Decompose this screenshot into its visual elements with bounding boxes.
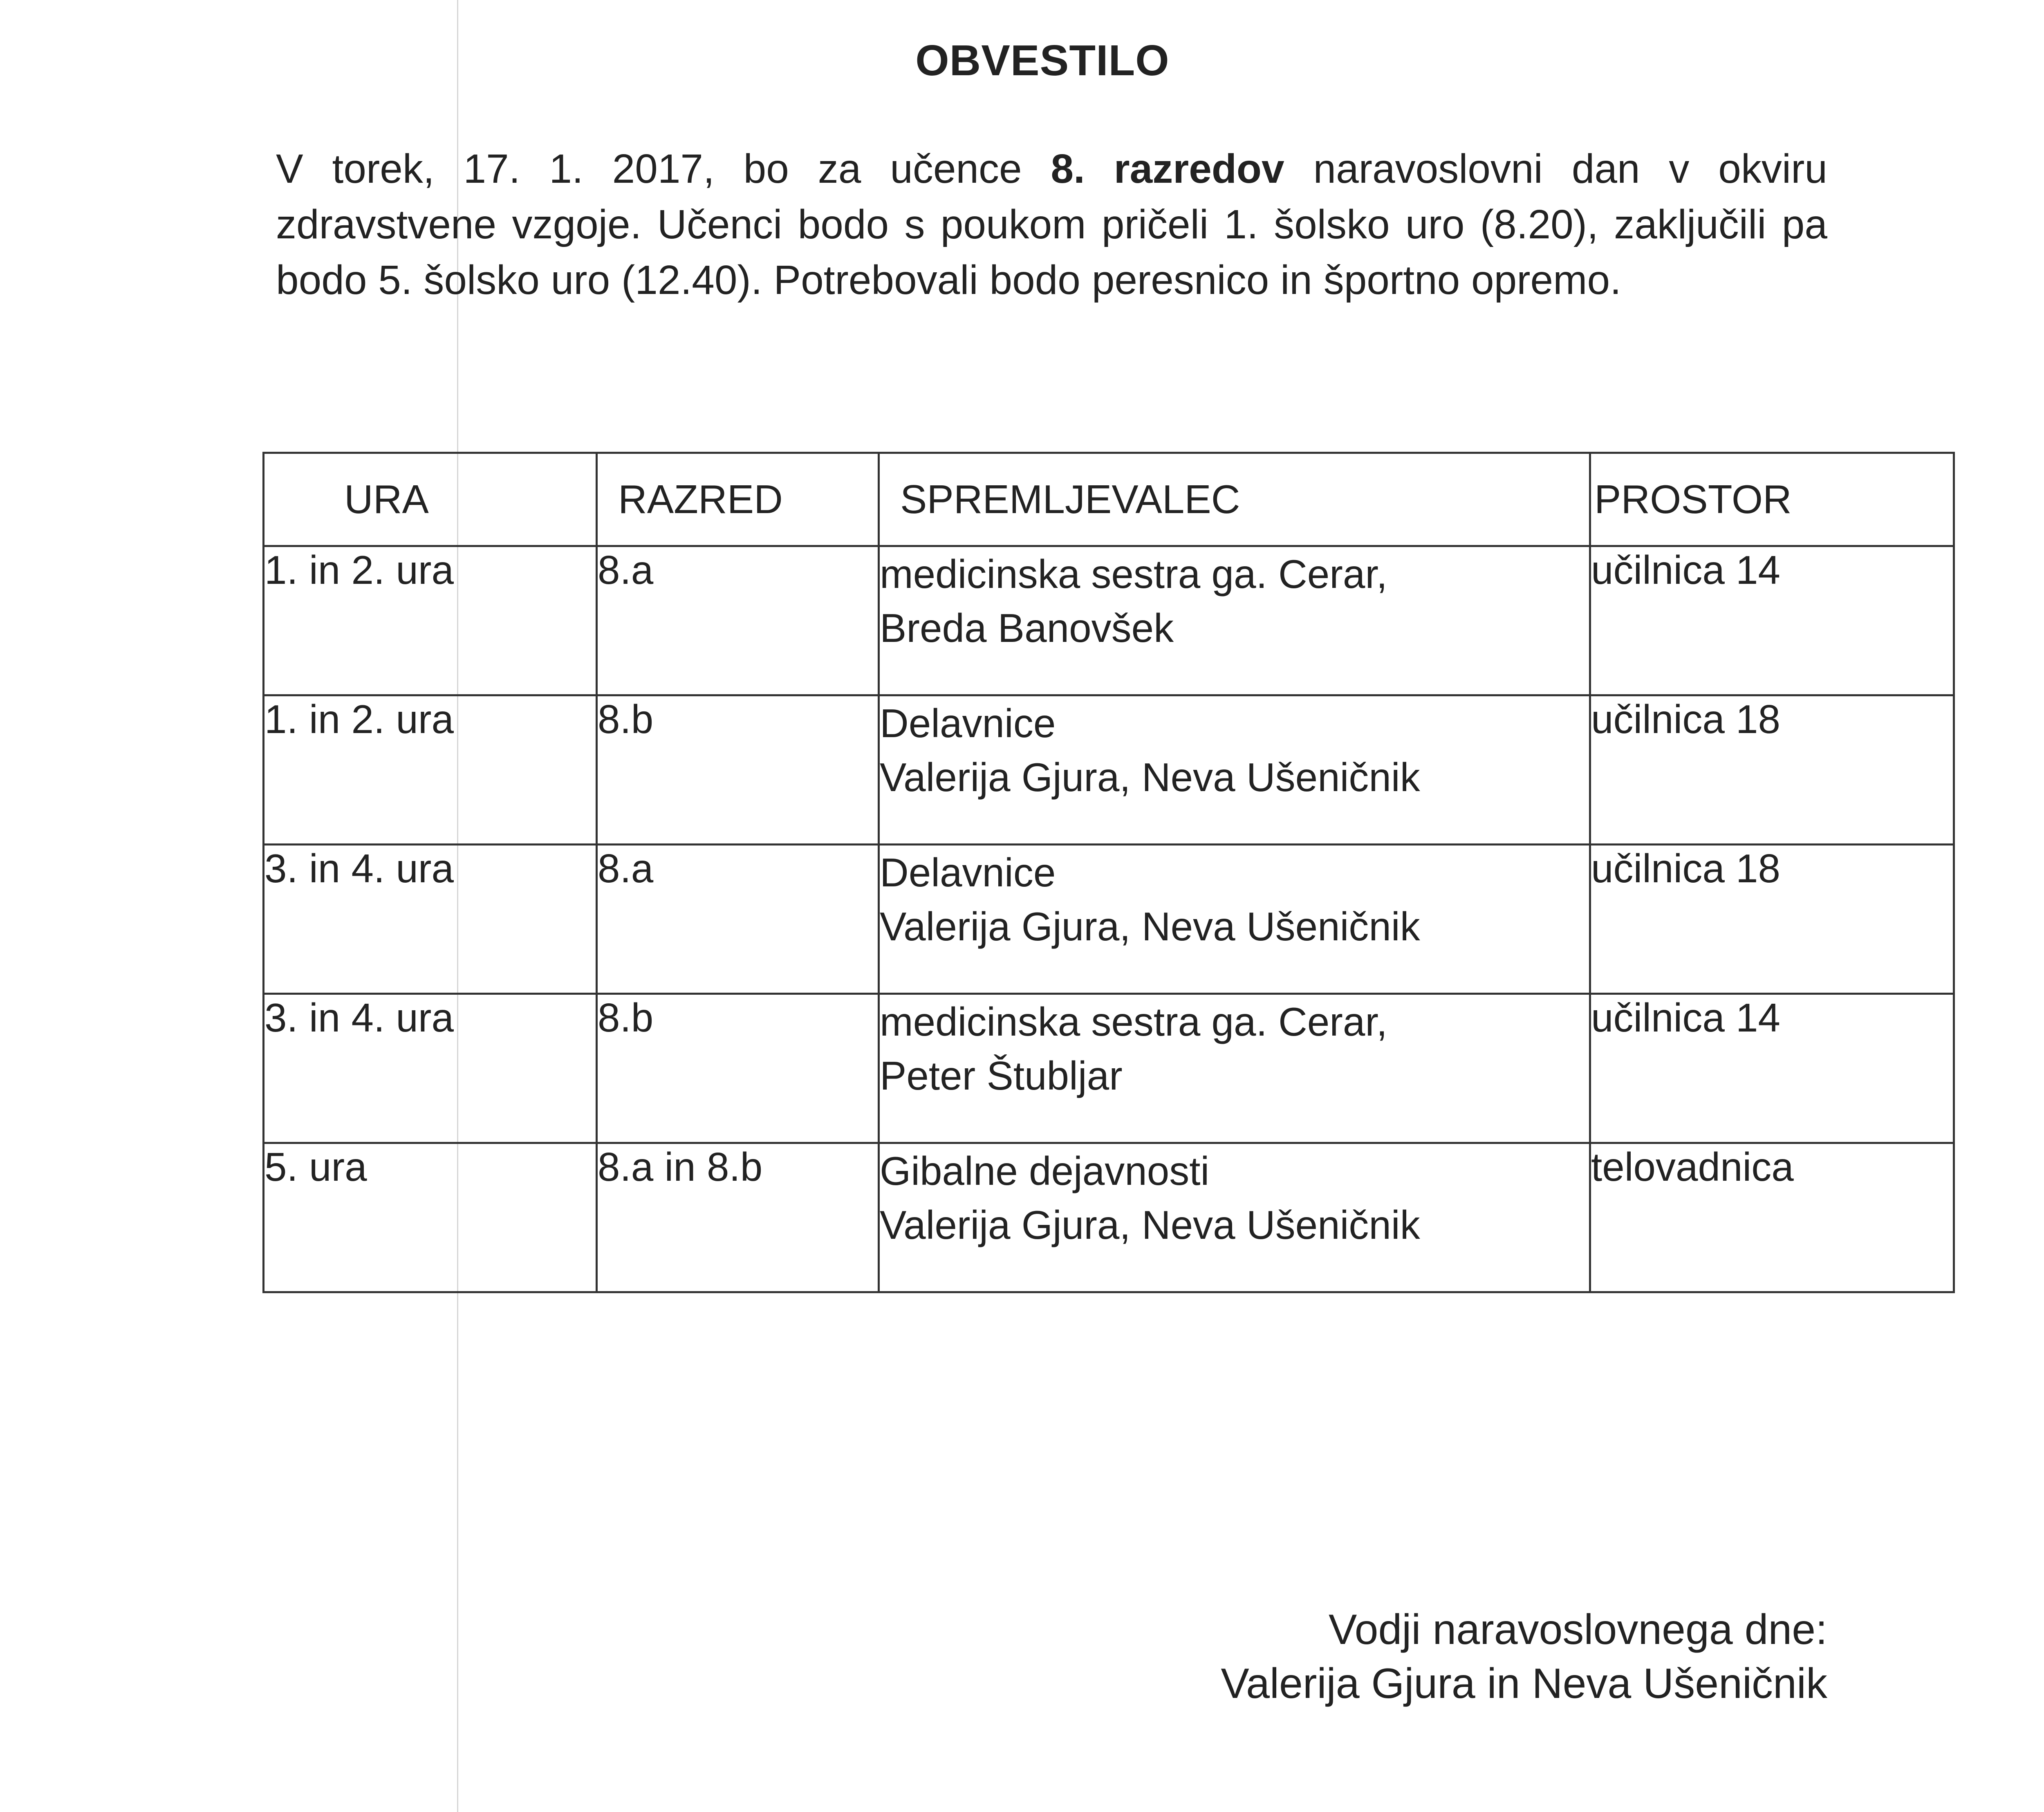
- cell-spremljevalec: [879, 845, 1590, 994]
- spremljevalec-line: Breda Banovšek: [880, 605, 1174, 650]
- spremljevalec-line: Valerija Gjura, Neva Ušeničnik: [880, 904, 1420, 949]
- header-prostor-label: PROSTOR: [1594, 477, 1792, 522]
- cell-ura: 3. in 4. ura: [264, 994, 597, 1143]
- intro-text-after: naravoslovni dan v okviru zdravstvene vzgoje. Učenci bodo s poukom pričeli 1. šolsko uro (8.20), zaključili pa bodo 5. šolsko uro (12.40). Potrebovali bodo peresnico in športno opremo.: [276, 146, 1828, 303]
- cell-spremljevalec: [879, 994, 1590, 1143]
- table-row: [264, 695, 1954, 845]
- cell-razred: 8.b: [597, 994, 879, 1143]
- spremljevalec-line: medicinska sestra ga. Cerar,: [880, 552, 1387, 597]
- header-razred-label: RAZRED: [618, 477, 783, 522]
- cell-ura: 5. ura: [264, 1143, 597, 1292]
- cell-razred: 8.a: [597, 546, 879, 695]
- header-ura: [264, 453, 597, 546]
- cell-spremljevalec: [879, 1143, 1590, 1292]
- table-row: [264, 1143, 1954, 1292]
- spremljevalec-line: Delavnice: [880, 850, 1056, 895]
- table-header-row: [264, 453, 1954, 546]
- spremljevalec-line: Delavnice: [880, 701, 1056, 746]
- cell-ura: 1. in 2. ura: [264, 695, 597, 845]
- cell-prostor: učilnica 18: [1590, 845, 1954, 994]
- cell-razred: 8.a: [597, 845, 879, 994]
- spremljevalec-line: Valerija Gjura, Neva Ušeničnik: [880, 1202, 1420, 1247]
- schedule-table: [262, 452, 1955, 1293]
- cell-spremljevalec: [879, 546, 1590, 695]
- table-row: [264, 546, 1954, 695]
- signature-label: Vodji naravoslovnega dne:: [1328, 1606, 1827, 1653]
- signature-names: Valerija Gjura in Neva Ušeničnik: [1221, 1660, 1827, 1707]
- cell-prostor: učilnica 14: [1590, 994, 1954, 1143]
- header-prostor: [1590, 453, 1954, 546]
- page-title: OBVESTILO: [915, 36, 1170, 85]
- intro-text-bold: 8. razredov: [1051, 146, 1284, 192]
- header-spremljevalec: [879, 453, 1590, 546]
- intro-paragraph: [276, 141, 1827, 308]
- spremljevalec-line: Gibalne dejavnosti: [880, 1148, 1210, 1193]
- table-row: [264, 994, 1954, 1143]
- spremljevalec-line: Valerija Gjura, Neva Ušeničnik: [880, 755, 1420, 800]
- signature-block: [1063, 1603, 1827, 1711]
- spremljevalec-line: medicinska sestra ga. Cerar,: [880, 999, 1387, 1044]
- spremljevalec-line: Peter Štubljar: [880, 1053, 1123, 1098]
- intro-text-before: V torek, 17. 1. 2017, bo za učence: [276, 146, 1051, 192]
- cell-prostor: učilnica 14: [1590, 546, 1954, 695]
- header-spremljevalec-label: SPREMLJEVALEC: [900, 477, 1240, 522]
- cell-spremljevalec: [879, 695, 1590, 845]
- cell-ura: 3. in 4. ura: [264, 845, 597, 994]
- table-row: [264, 845, 1954, 994]
- header-razred: [597, 453, 879, 546]
- cell-razred: 8.a in 8.b: [597, 1143, 879, 1292]
- cell-razred: 8.b: [597, 695, 879, 845]
- cell-ura: 1. in 2. ura: [264, 546, 597, 695]
- cell-prostor: učilnica 18: [1590, 695, 1954, 845]
- cell-prostor: telovadnica: [1590, 1143, 1954, 1292]
- header-ura-label: URA: [344, 477, 429, 522]
